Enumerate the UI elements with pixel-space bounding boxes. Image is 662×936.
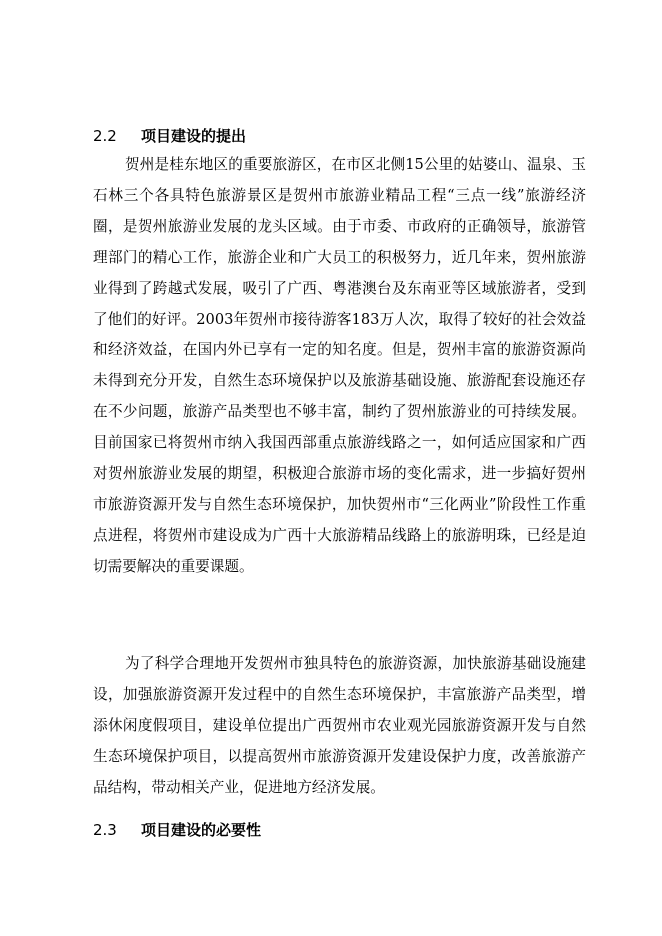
section-title: 项目建设的提出 xyxy=(141,127,247,145)
section-heading-2-2 xyxy=(93,126,593,146)
section-number: 2.2 xyxy=(93,127,117,145)
section-title: 项目建设的必要性 xyxy=(141,821,262,839)
body-paragraph-2: 为了科学合理地开发贺州市独具特色的旅游资源，加快旅游基础设施建设，加强旅游资源开发过程中的自然生态环境保护，丰富旅游产品类型，增添休闲度假项目，建设单位提出广西贺州市农业观光园旅游资源开发与自然生态环境保护项目，以提高贺州市旅游资源开发建设保护力度，改善旅游产品结构，带动相关产业，促进地方经济发展。 xyxy=(93,655,586,796)
section-number: 2.3 xyxy=(93,821,117,839)
section-heading-2-3 xyxy=(93,820,593,840)
body-paragraph-1: 贺州是桂东地区的重要旅游区，在市区北侧15公里的姑婆山、温泉、玉石林三个各具特色旅游景区是贺州市旅游业精品工程“三点一线”旅游经济圈，是贺州旅游业发展的龙头区域。由于市委、市政府的正确领导，旅游管理部门的精心工作，旅游企业和广大员工的积极努力，近几年来，贺州旅游业得到了跨越式发展，吸引了广西、粤港澳台及东南亚等区域旅游者，受到了他们的好评。2003年贺州市接待游客183万人次，取得了较好的社会效益和经济效益，在国内外已享有一定的知名度。但是，贺州丰富的旅游资源尚未得到充分开发，自然生态环境保护以及旅游基础设施、旅游配套设施还存在不少问题，旅游产品类型也不够丰富，制约了贺州旅游业的可持续发展。目前国家已将贺州市纳入我国西部重点旅游线路之一，如何适应国家和广西对贺州旅游业发展的期望，积极迎合旅游市场的变化需求，进一步搞好贺州市旅游资源开发与自然生态环境保护，加快贺州市“三化两业”阶段性工作重点进程，将贺州市建设成为广西十大旅游精品线路上的旅游明珠，已经是迫切需要解决的重要课题。 xyxy=(93,156,586,575)
